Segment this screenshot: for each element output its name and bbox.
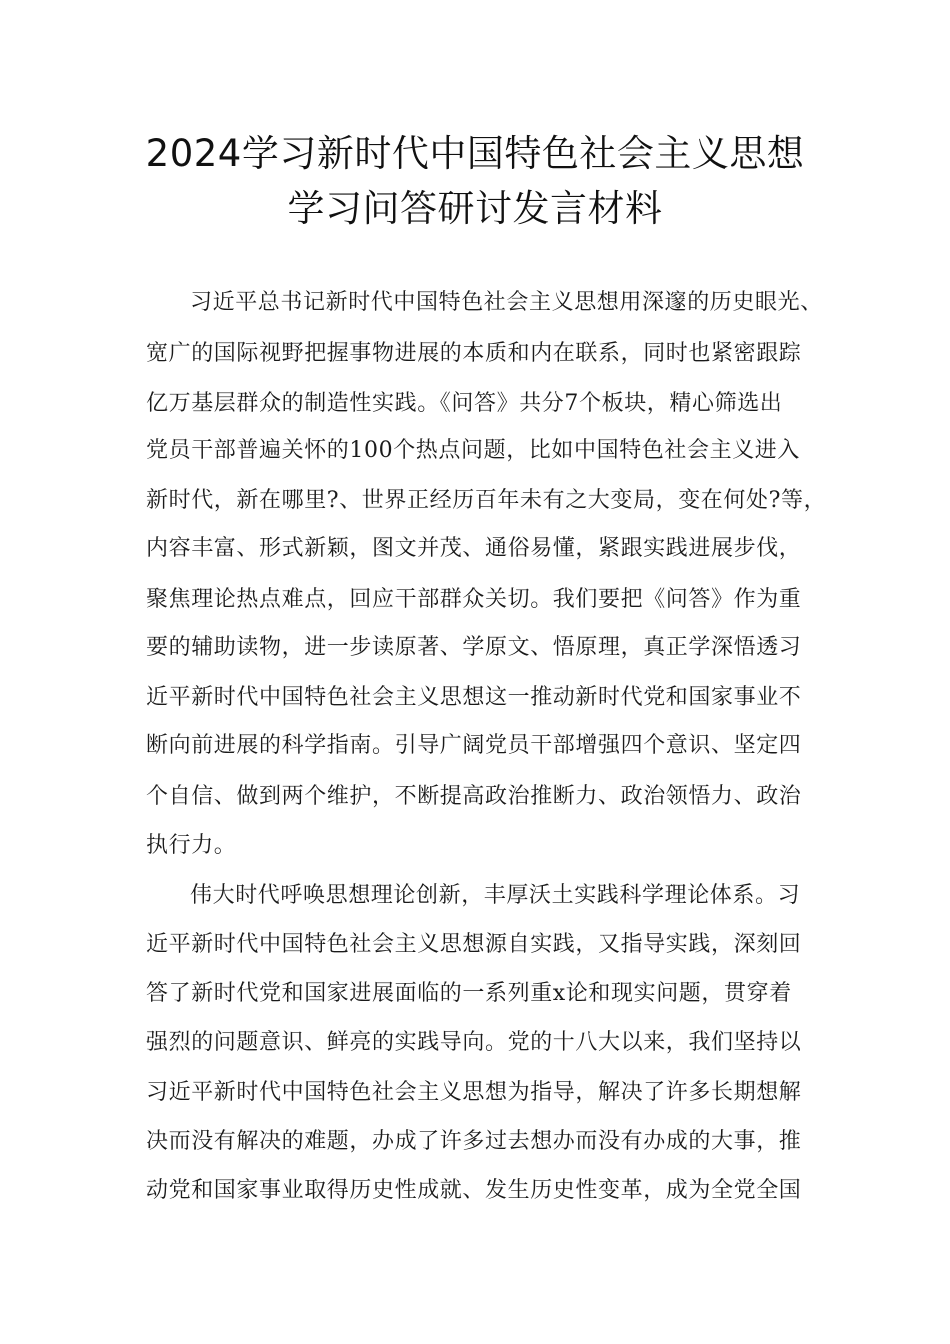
paragraph-line: 宽广的国际视野把握事物进展的本质和内在联系，同时也紧密跟踪	[146, 341, 802, 366]
paragraph-line: 近平新时代中国特色社会主义思想这一推动新时代党和国家事业不	[146, 685, 802, 710]
paragraph-line: 执行力。	[146, 833, 237, 858]
paragraph-line: 决而没有解决的难题，办成了许多过去想办而没有办成的大事，推	[146, 1129, 802, 1154]
document-title-line-2: 学习问答研讨发言材料	[287, 187, 663, 230]
paragraph-line: 强烈的问题意识、鲜亮的实践导向。党的十八大以来，我们坚持以	[146, 1030, 802, 1055]
document-title-line-1: 2024学习新时代中国特色社会主义思想	[145, 132, 805, 175]
paragraph-line: 亿万基层群众的制造性实践。《问答》共分7个板块，精心筛选出	[146, 391, 783, 416]
paragraph-line: 习近平总书记新时代中国特色社会主义思想用深邃的历史眼光、	[190, 290, 823, 315]
paragraph-line: 动党和国家事业取得历史性成就、发生历史性变革，成为全党全国	[146, 1178, 802, 1203]
paragraph-line: 内容丰富、形式新颖，图文并茂、通俗易懂，紧跟实践进展步伐，	[146, 536, 802, 561]
paragraph-line: 聚焦理论热点难点，回应干部群众关切。我们要把《问答》作为重	[146, 587, 802, 612]
paragraph-line: 近平新时代中国特色社会主义思想源自实践，又指导实践，深刻回	[146, 932, 802, 957]
paragraph-line: 个自信、做到两个维护，不断提高政治推断力、政治领悟力、政治	[146, 784, 802, 809]
paragraph-line: 答了新时代党和国家进展面临的一系列重x论和现实问题，贯穿着	[146, 981, 792, 1006]
paragraph-line: 要的辅助读物，进一步读原著、学原文、悟原理，真正学深悟透习	[146, 635, 802, 660]
paragraph-line: 断向前进展的科学指南。引导广阔党员干部增强四个意识、坚定四	[146, 733, 802, 758]
paragraph-line: 伟大时代呼唤思想理论创新，丰厚沃土实践科学理论体系。习	[190, 883, 801, 908]
paragraph-line: 新时代，新在哪里?、世界正经历百年未有之大变局，变在何处?等，	[146, 488, 827, 513]
paragraph-line: 党员干部普遍关怀的100个热点问题，比如中国特色社会主义进入	[146, 438, 800, 463]
paragraph-line: 习近平新时代中国特色社会主义思想为指导，解决了许多长期想解	[146, 1080, 802, 1105]
